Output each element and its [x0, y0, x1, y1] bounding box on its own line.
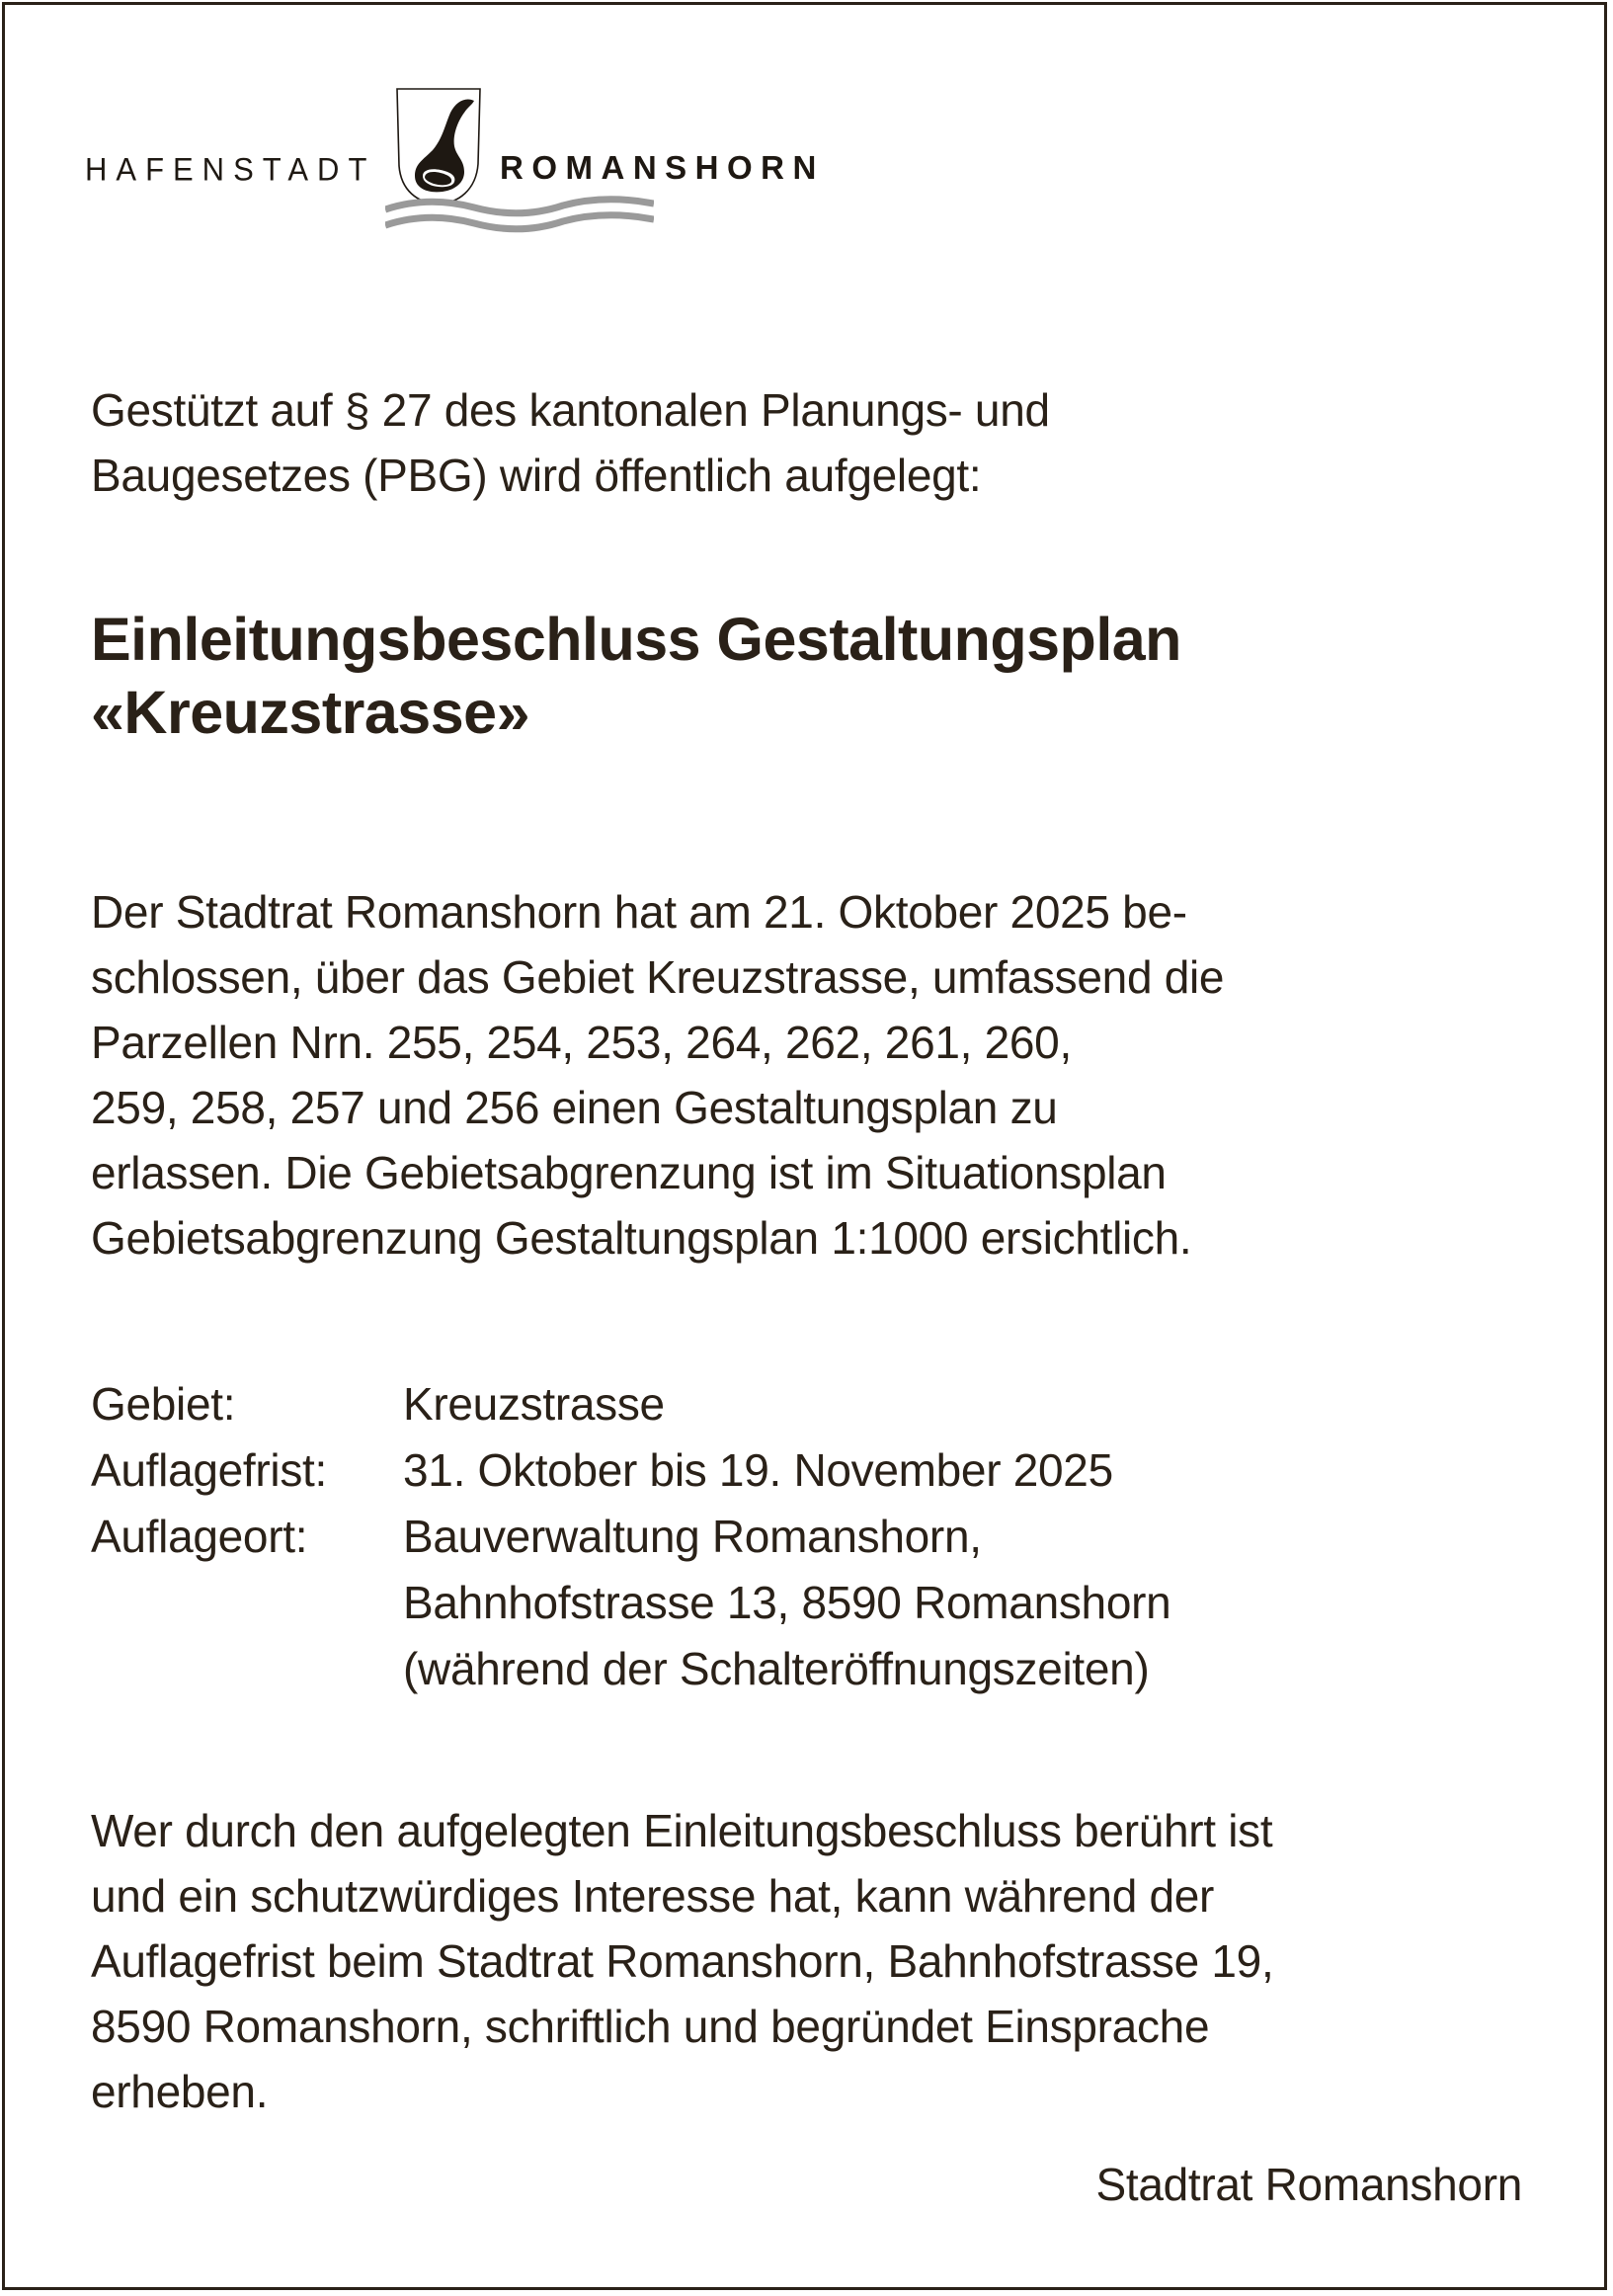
- body-line: Der Stadtrat Romanshorn hat am 21. Oktober 2025 be-: [91, 886, 1187, 938]
- closing-line: Wer durch den aufgelegten Einleitungsbeschluss berührt ist: [91, 1805, 1273, 1856]
- body-line: Gebietsabgrenzung Gestaltungsplan 1:1000 ersichtlich.: [91, 1212, 1192, 1264]
- title-line: Einleitungsbeschluss Gestaltungsplan: [91, 606, 1181, 673]
- details-list: [91, 1371, 1533, 1702]
- detail-value: Bahnhofstrasse 13, 8590 Romanshorn: [403, 1577, 1171, 1628]
- body-line: erlassen. Die Gebietsabgrenzung ist im Situationsplan: [91, 1147, 1167, 1198]
- body-paragraph: [91, 879, 1533, 1271]
- intro-line: Baugesetzes (PBG) wird öffentlich aufgelegt:: [91, 450, 982, 501]
- intro-line: Gestützt auf § 27 des kantonalen Planungs- und: [91, 384, 1050, 436]
- detail-value: Bauverwaltung Romanshorn,: [403, 1511, 982, 1562]
- body-line: 259, 258, 257 und 256 einen Gestaltungsplan zu: [91, 1082, 1058, 1133]
- closing-paragraph: [91, 1798, 1533, 2124]
- title-line: «Kreuzstrasse»: [91, 679, 530, 746]
- logo: [85, 87, 875, 235]
- closing-line: erheben.: [91, 2066, 269, 2117]
- detail-label: Gebiet:: [91, 1378, 236, 1430]
- body-line: schlossen, über das Gebiet Kreuzstrasse, umfassend die: [91, 951, 1225, 1003]
- detail-value: Kreuzstrasse: [403, 1378, 665, 1430]
- horn-crest-icon: [393, 87, 482, 205]
- notice-title: [91, 603, 1533, 749]
- detail-row-gebiet: [91, 1371, 1533, 1437]
- closing-line: Auflagefrist beim Stadtrat Romanshorn, Bahnhofstrasse 19,: [91, 1935, 1274, 1987]
- detail-value: 31. Oktober bis 19. November 2025: [403, 1444, 1113, 1496]
- closing-line: 8590 Romanshorn, schriftlich und begründet Einsprache: [91, 2001, 1210, 2052]
- intro-text: [91, 377, 1533, 508]
- signature: Stadtrat Romanshorn: [1095, 2159, 1522, 2210]
- closing-line: und ein schutzwürdiges Interesse hat, kann während der: [91, 1870, 1215, 1922]
- detail-row-auflagefrist: [91, 1437, 1533, 1504]
- logo-text-hafenstadt: HAFENSTADT: [85, 151, 376, 188]
- detail-label: Auflagefrist:: [91, 1444, 327, 1496]
- detail-row-auflageort: [91, 1504, 1533, 1702]
- logo-text-romanshorn: ROMANSHORN: [500, 149, 825, 186]
- detail-label: Auflageort:: [91, 1511, 308, 1562]
- detail-value: (während der Schalteröffnungszeiten): [403, 1643, 1150, 1694]
- water-waves-icon: [385, 196, 654, 235]
- body-line: Parzellen Nrn. 255, 254, 253, 264, 262, 261, 260,: [91, 1017, 1072, 1068]
